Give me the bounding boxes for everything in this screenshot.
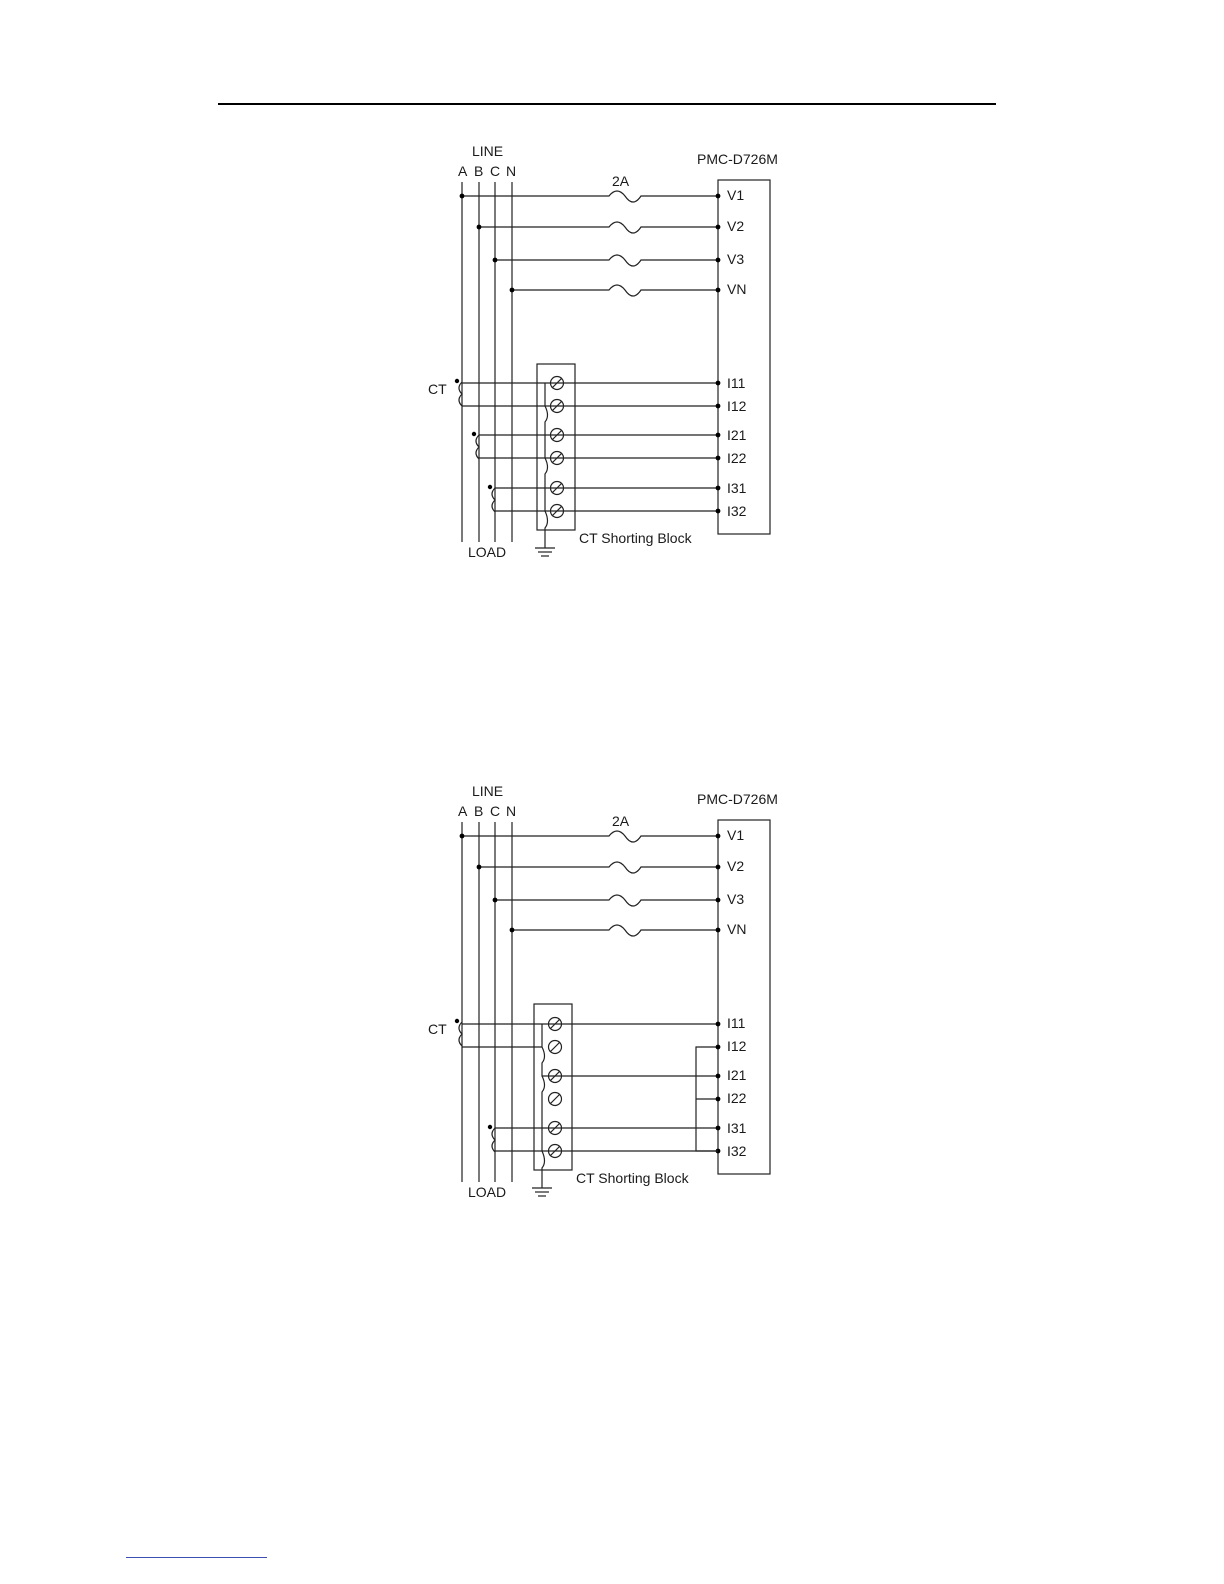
terminal-vn: VN bbox=[727, 921, 747, 937]
fuse-label: 2A bbox=[612, 173, 630, 189]
shorting-block-label: CT Shorting Block bbox=[576, 1170, 689, 1186]
phase-label-b: B bbox=[474, 163, 484, 179]
load-label: LOAD bbox=[468, 1184, 507, 1200]
line-label: LINE bbox=[472, 783, 504, 799]
device-label: PMC-D726M bbox=[697, 151, 778, 167]
wiring-diagram-svg bbox=[0, 770, 1224, 1220]
terminal-i32: I32 bbox=[727, 1143, 747, 1159]
voltage-wire-v2 bbox=[477, 222, 721, 233]
phase-label-a: A bbox=[458, 163, 468, 179]
header-rule bbox=[218, 103, 996, 105]
voltage-wire-v1 bbox=[460, 831, 721, 842]
terminal-i21: I21 bbox=[727, 427, 747, 443]
voltage-wire-v1 bbox=[460, 191, 721, 202]
terminal-i31: I31 bbox=[727, 1120, 747, 1136]
terminal-v3: V3 bbox=[727, 251, 745, 267]
terminal-vn: VN bbox=[727, 281, 747, 297]
terminal-v1: V1 bbox=[727, 187, 745, 203]
ct-label: CT bbox=[428, 381, 447, 397]
voltage-wire-vn bbox=[510, 285, 721, 296]
load-label: LOAD bbox=[468, 544, 507, 560]
current-wires bbox=[462, 381, 720, 514]
ground-icon bbox=[532, 1182, 552, 1196]
current-wires bbox=[462, 1022, 720, 1154]
shorting-bus bbox=[545, 383, 548, 542]
shorting-bus bbox=[542, 1024, 545, 1182]
voltage-wire-v3 bbox=[493, 255, 721, 266]
fuse-label: 2A bbox=[612, 813, 630, 829]
terminal-i21: I21 bbox=[727, 1067, 747, 1083]
voltage-wire-v3 bbox=[493, 895, 721, 906]
terminal-i32: I32 bbox=[727, 503, 747, 519]
shorting-block-screws bbox=[551, 377, 564, 518]
phase-label-n: N bbox=[506, 803, 517, 819]
wiring-diagram-2 bbox=[0, 770, 1224, 1220]
terminal-jumper bbox=[696, 1045, 720, 1151]
terminal-i22: I22 bbox=[727, 1090, 747, 1106]
phase-label-a: A bbox=[458, 803, 468, 819]
phase-label-c: C bbox=[490, 163, 501, 179]
terminal-v3: V3 bbox=[727, 891, 745, 907]
terminal-i11: I11 bbox=[727, 375, 746, 391]
phase-label-b: B bbox=[474, 803, 484, 819]
ground-icon bbox=[535, 542, 555, 556]
terminal-i31: I31 bbox=[727, 480, 747, 496]
terminal-i22: I22 bbox=[727, 450, 747, 466]
terminal-i12: I12 bbox=[727, 1038, 747, 1054]
shorting-block-screws bbox=[549, 1018, 562, 1158]
voltage-wire-vn bbox=[510, 925, 721, 936]
device-label: PMC-D726M bbox=[697, 791, 778, 807]
terminal-v2: V2 bbox=[727, 858, 745, 874]
terminal-v2: V2 bbox=[727, 218, 745, 234]
terminal-i11: I11 bbox=[727, 1015, 746, 1031]
footnote-rule bbox=[126, 1557, 267, 1558]
ct-label: CT bbox=[428, 1021, 447, 1037]
terminal-i12: I12 bbox=[727, 398, 747, 414]
phase-label-c: C bbox=[490, 803, 501, 819]
terminal-v1: V1 bbox=[727, 827, 745, 843]
wiring-diagram-1 bbox=[0, 130, 1224, 580]
shorting-block-label: CT Shorting Block bbox=[579, 530, 692, 546]
wiring-diagram-svg bbox=[0, 130, 1224, 580]
voltage-wire-v2 bbox=[477, 862, 721, 873]
line-label: LINE bbox=[472, 143, 504, 159]
phase-label-n: N bbox=[506, 163, 517, 179]
